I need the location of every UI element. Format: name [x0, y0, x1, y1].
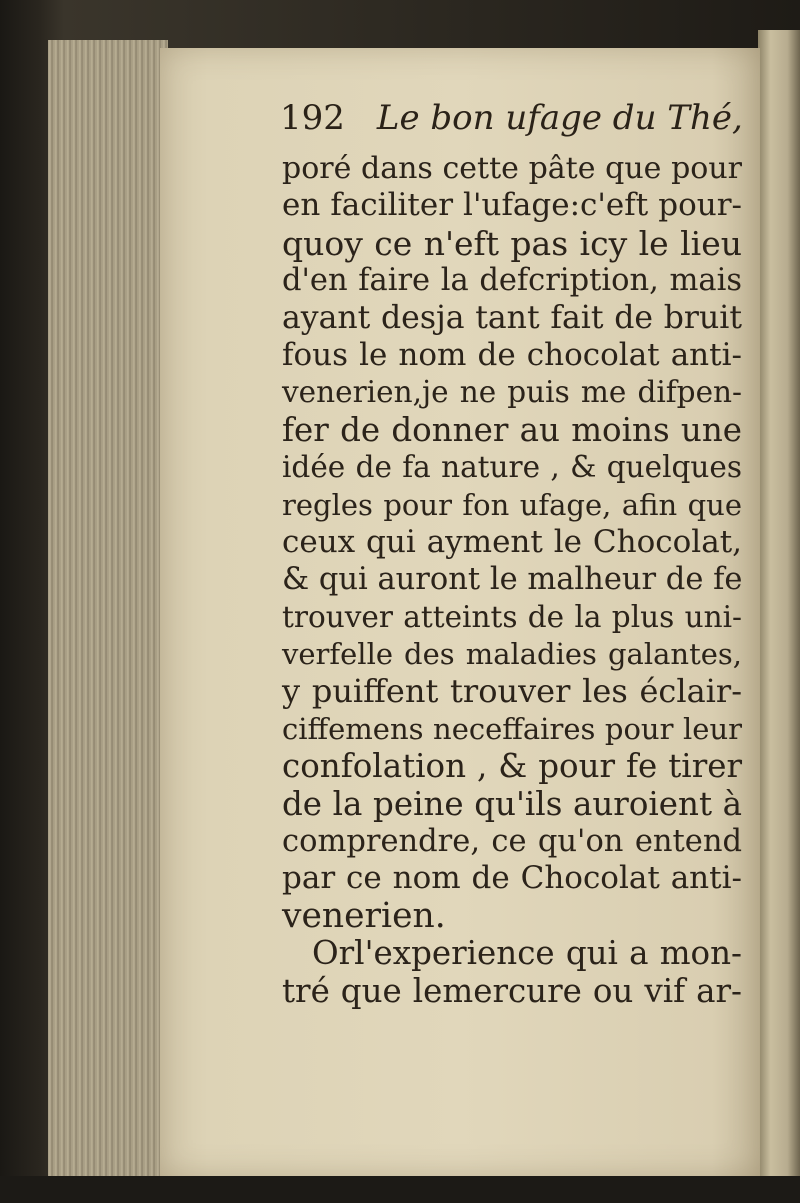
stacked-page-edges: [48, 40, 168, 1180]
text-line: y puiffent trouver les éclair-: [282, 672, 742, 711]
body-text: [282, 150, 742, 1010]
text-line: ciffemens neceffaires pour leur: [282, 711, 742, 746]
text-line: quoy ce n'eft pas icy le lieu: [282, 223, 742, 263]
bottom-shadow: [0, 1176, 800, 1203]
text-line: en faciliter l'ufage:c'eft pour-: [282, 187, 742, 224]
text-line: tré que lemercure ou vif ar-: [282, 971, 742, 1010]
text-line: de la peine qu'ils auroient à: [282, 784, 742, 823]
text-line: d'en faire la defcription, mais: [282, 263, 742, 299]
text-line: trouver atteints de la plus uni-: [282, 599, 742, 634]
text-line: regles pour fon ufage, afin que: [282, 487, 742, 522]
text-line: venerien,je ne puis me difpen-: [282, 375, 742, 410]
text-line: par ce nom de Chocolat anti-: [282, 860, 742, 897]
paragraph-end-line: venerien.: [282, 895, 446, 936]
text-line: confolation , & pour fe tirer: [282, 747, 742, 786]
text-line: idée de fa nature , & quelques: [282, 450, 742, 485]
text-line: ayant desja tant fait de bruit: [282, 299, 742, 336]
text-line: fer de donner au moins une: [282, 410, 742, 449]
running-head: Le bon ufage du Thé,: [376, 98, 743, 138]
paragraph-start-line: Orl'experience qui a mon-: [312, 934, 742, 973]
text-line: ceux qui ayment le Chocolat,: [282, 523, 742, 560]
page-number: 192: [280, 98, 345, 138]
text-line: poré dans cette pâte que pour: [282, 151, 742, 186]
text-line: fous le nom de chocolat anti-: [282, 336, 742, 373]
text-line: comprendre, ce qu'on entend: [282, 824, 742, 860]
text-line: verfelle des maladies galantes,: [282, 637, 742, 672]
facing-page-edge: [758, 30, 800, 1180]
text-line: & qui auront le malheur de fe: [282, 562, 743, 598]
page-header: [280, 98, 743, 146]
